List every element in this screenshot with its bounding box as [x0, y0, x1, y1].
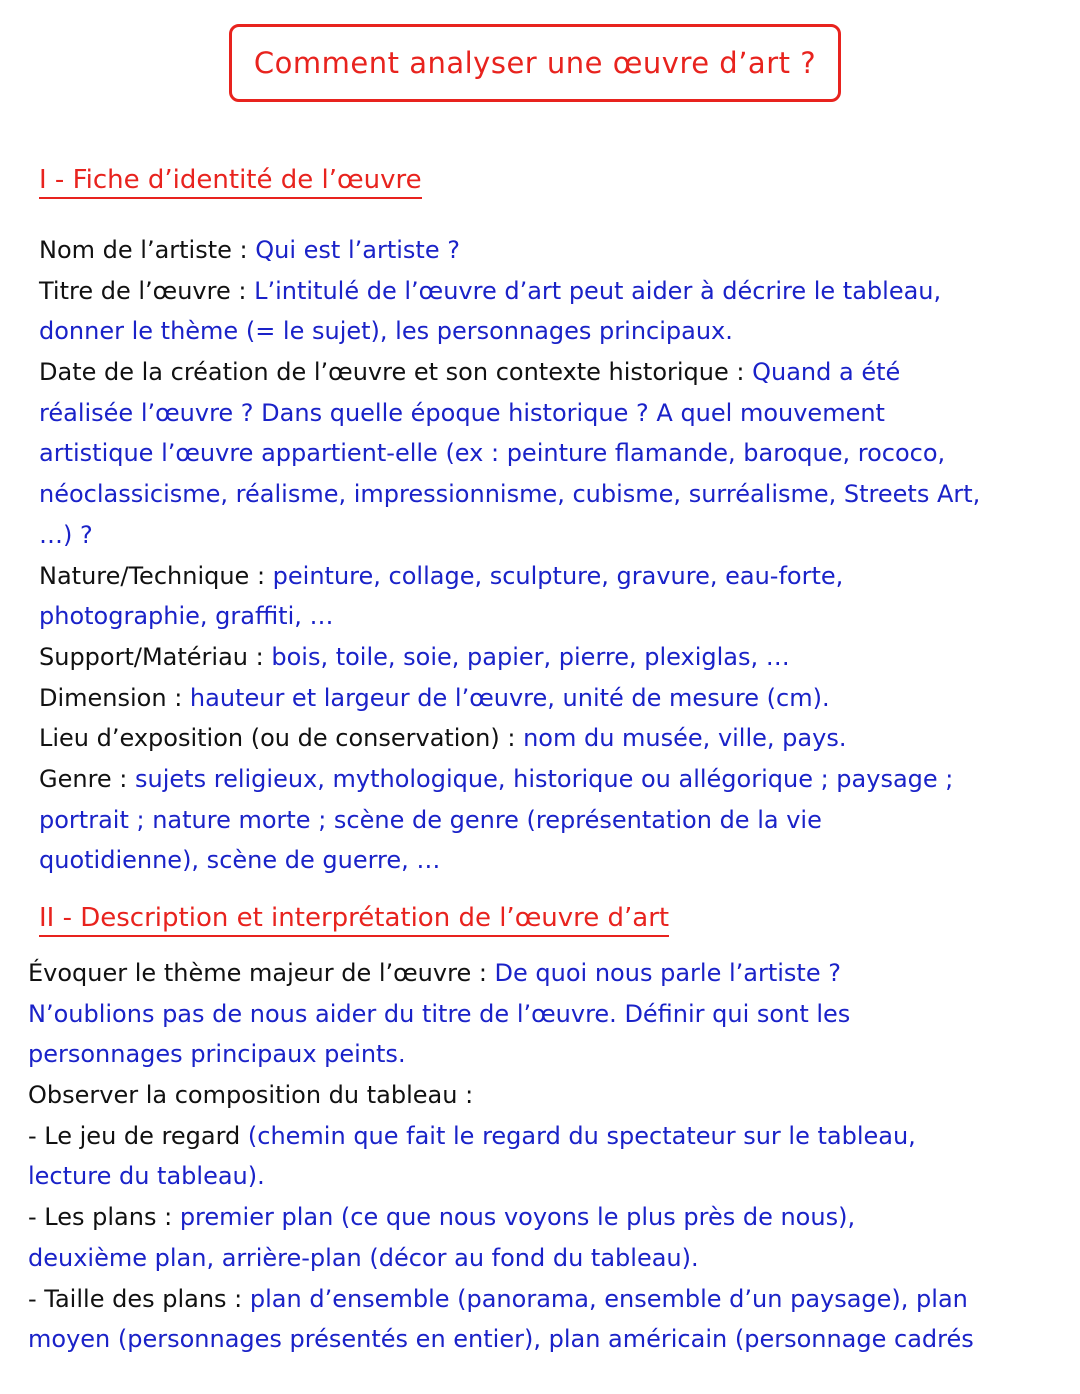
field-label: Titre de l’œuvre : — [39, 276, 255, 305]
field-answer: plan d’ensemble (panorama, ensemble d’un paysage), plan — [249, 1284, 968, 1313]
text-line — [39, 800, 980, 841]
text-line — [28, 1238, 974, 1279]
field-answer: hauteur et largeur de l’œuvre, unité de mesure (cm). — [189, 683, 830, 712]
field-answer: artistique l’œuvre appartient-elle (ex : peinture flamande, baroque, rococo, — [39, 439, 946, 468]
field-label: Lieu d’exposition (ou de conservation) : — [39, 724, 524, 753]
field-label: Support/Matériau : — [39, 642, 272, 671]
text-line — [39, 230, 980, 271]
field-answer: sujets religieux, mythologique, historique ou allégorique ; paysage ; — [135, 764, 954, 793]
field-answer: bois, toile, soie, papier, pierre, plexiglas, … — [271, 642, 790, 671]
field-answer: (chemin que fait le regard du spectateur sur le tableau, — [247, 1121, 916, 1150]
field-label: Date de la création de l’œuvre et son contexte historique : — [39, 358, 753, 387]
field-answer: moyen (personnages présentés en entier), plan américain (personnage cadrés — [28, 1325, 974, 1354]
field-answer: Quand a été — [752, 358, 901, 387]
field-answer: quotidienne), scène de guerre, … — [39, 846, 441, 875]
text-line — [39, 718, 980, 759]
text-line — [39, 840, 980, 881]
field-label: - Les plans : — [28, 1203, 180, 1232]
field-answer: …) ? — [39, 520, 93, 549]
page-title: Comment analyser une œuvre d’art ? — [253, 46, 817, 80]
section-1-heading: I - Fiche d’identité de l’œuvre — [39, 163, 422, 199]
text-line — [39, 596, 980, 637]
section-2-heading: II - Description et interprétation de l’œuvre d’art — [39, 901, 669, 937]
section-1-body — [39, 230, 980, 881]
field-answer: L’intitulé de l’œuvre d’art peut aider à décrire le tableau, — [254, 276, 942, 305]
field-label: Observer la composition du tableau : — [28, 1081, 474, 1110]
text-line — [39, 678, 980, 719]
text-line — [28, 1156, 974, 1197]
field-answer: nom du musée, ville, pays. — [523, 724, 847, 753]
field-label: Dimension : — [39, 683, 190, 712]
text-line — [28, 1279, 974, 1320]
field-answer: réalisée l’œuvre ? Dans quelle époque historique ? A quel mouvement — [39, 398, 885, 427]
text-line — [28, 994, 974, 1035]
field-answer: N’oublions pas de nous aider du titre de l’œuvre. Définir qui sont les — [28, 999, 851, 1028]
text-line — [39, 352, 980, 393]
field-answer: peinture, collage, sculpture, gravure, eau-forte, — [272, 561, 844, 590]
field-label: Genre : — [39, 764, 136, 793]
field-answer: personnages principaux peints. — [28, 1040, 406, 1069]
text-line — [39, 759, 980, 800]
text-line — [28, 1319, 974, 1360]
field-label: Évoquer le thème majeur de l’œuvre : — [28, 959, 495, 987]
text-line — [39, 433, 980, 474]
field-label: - Taille des plans : — [28, 1284, 250, 1313]
text-line — [39, 556, 980, 597]
text-line — [39, 474, 980, 515]
field-answer: portrait ; nature morte ; scène de genre (représentation de la vie — [39, 805, 822, 834]
field-answer: De quoi nous parle l’artiste ? — [494, 959, 841, 987]
text-line — [28, 1197, 974, 1238]
text-line — [28, 1034, 974, 1075]
text-line — [28, 1075, 974, 1116]
field-label: Nom de l’artiste : — [39, 236, 256, 264]
field-answer: photographie, graffiti, … — [39, 602, 334, 631]
field-answer: Qui est l’artiste ? — [255, 236, 460, 264]
field-label: - Le jeu de regard — [28, 1121, 248, 1150]
field-label: Nature/Technique : — [39, 561, 273, 590]
field-answer: lecture du tableau). — [28, 1162, 265, 1191]
field-answer: donner le thème (= le sujet), les personnages principaux. — [39, 317, 733, 346]
text-line — [28, 1116, 974, 1157]
title-box — [229, 24, 841, 102]
text-line — [28, 953, 974, 994]
section-2-body — [28, 953, 974, 1360]
text-line — [39, 637, 980, 678]
field-answer: deuxième plan, arrière-plan (décor au fond du tableau). — [28, 1243, 699, 1272]
text-line — [39, 271, 980, 312]
text-line — [39, 311, 980, 352]
text-line — [39, 393, 980, 434]
field-answer: néoclassicisme, réalisme, impressionnisme, cubisme, surréalisme, Streets Art, — [39, 480, 981, 509]
field-answer: premier plan (ce que nous voyons le plus près de nous), — [179, 1203, 856, 1232]
text-line — [39, 515, 980, 556]
